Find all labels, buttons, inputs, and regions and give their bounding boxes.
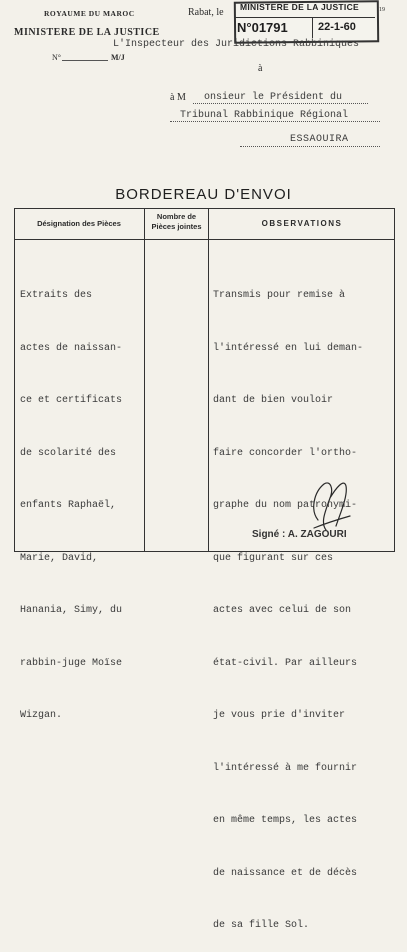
observation-line: que figurant sur ces	[213, 552, 334, 564]
signature-caption: Signé : A. ZAGOURI	[252, 529, 347, 540]
observation-line: dant de bien vouloir	[213, 395, 334, 406]
table-column-divider	[144, 208, 145, 552]
recipient-title-line	[193, 103, 368, 104]
stamp-number: N°01791	[237, 20, 288, 35]
header-designation: Désignation des Pièces	[37, 219, 121, 228]
table-header-divider	[14, 239, 395, 240]
ministry-label: MINISTERE DE LA JUSTICE	[14, 27, 160, 38]
designation-line: de scolarité des	[20, 447, 117, 459]
observation-line: faire concorder l'ortho-	[213, 447, 358, 459]
observation-line: de sa fille Sol.	[213, 920, 310, 931]
recipient-court: Tribunal Rabbinique Régional	[180, 110, 349, 121]
stamp-date: 22-1-60	[318, 21, 356, 33]
recipient-salutation-prefix: à M	[170, 92, 186, 103]
recipient-city: ESSAOUIRA	[290, 134, 349, 145]
header-piece-count-line1: Nombre de	[156, 212, 197, 221]
kingdom-label: ROYAUME DU MAROC	[44, 9, 135, 18]
stamp-divider-horizontal	[234, 17, 375, 18]
observation-line: actes avec celui de son	[213, 605, 352, 616]
header-piece-count	[145, 212, 208, 232]
designation-line: Marie, David,	[20, 552, 99, 564]
designation-line: Hanania, Simy, du	[20, 605, 123, 616]
observation-line: en même temps, les actes	[213, 815, 358, 826]
designation-line: actes de naissan-	[20, 342, 123, 354]
observation-line: l'intéressé en lui deman-	[213, 342, 364, 354]
designation-cell	[20, 252, 122, 742]
observation-line: graphe du nom patronymi-	[213, 500, 358, 511]
inspector-line: L'Inspecteur des Juridictions Rabbiniques	[113, 39, 360, 50]
recipient-title: onsieur le Président du	[204, 92, 343, 103]
designation-line: enfants Raphaël,	[20, 500, 117, 511]
observation-line: je vous prie d'inviter	[213, 710, 346, 721]
designation-line: Extraits des	[20, 290, 93, 301]
designation-line: Wizgan.	[20, 710, 63, 721]
recipient-to: à	[258, 63, 263, 74]
year-suffix: 19	[379, 7, 385, 13]
reference-number-line	[62, 60, 108, 61]
observation-line: état-civil. Par ailleurs	[213, 657, 358, 669]
stamp-title: MINISTERE DE LA JUSTICE	[240, 2, 359, 12]
table-column-divider	[208, 208, 209, 552]
reference-suffix: M/J	[111, 53, 125, 62]
designation-line: ce et certificats	[20, 395, 123, 406]
observation-line: l'intéressé à me fournir	[213, 762, 358, 774]
header-piece-count-line2: Pièces jointes	[151, 222, 202, 231]
stamp-divider-vertical	[312, 18, 313, 38]
document-title: BORDEREAU D'ENVOI	[115, 186, 292, 203]
recipient-city-line	[240, 146, 380, 147]
observation-line: de naissance et de décès	[213, 867, 358, 879]
reference-number-label: N°	[52, 53, 61, 62]
designation-line: rabbin-juge Moïse	[20, 657, 123, 669]
observations-cell	[213, 252, 363, 952]
header-observations: OBSERVATIONS	[261, 219, 343, 228]
city-date-label: Rabat, le	[188, 7, 224, 18]
observation-line: Transmis pour remise à	[213, 290, 346, 301]
recipient-court-line	[170, 121, 380, 122]
